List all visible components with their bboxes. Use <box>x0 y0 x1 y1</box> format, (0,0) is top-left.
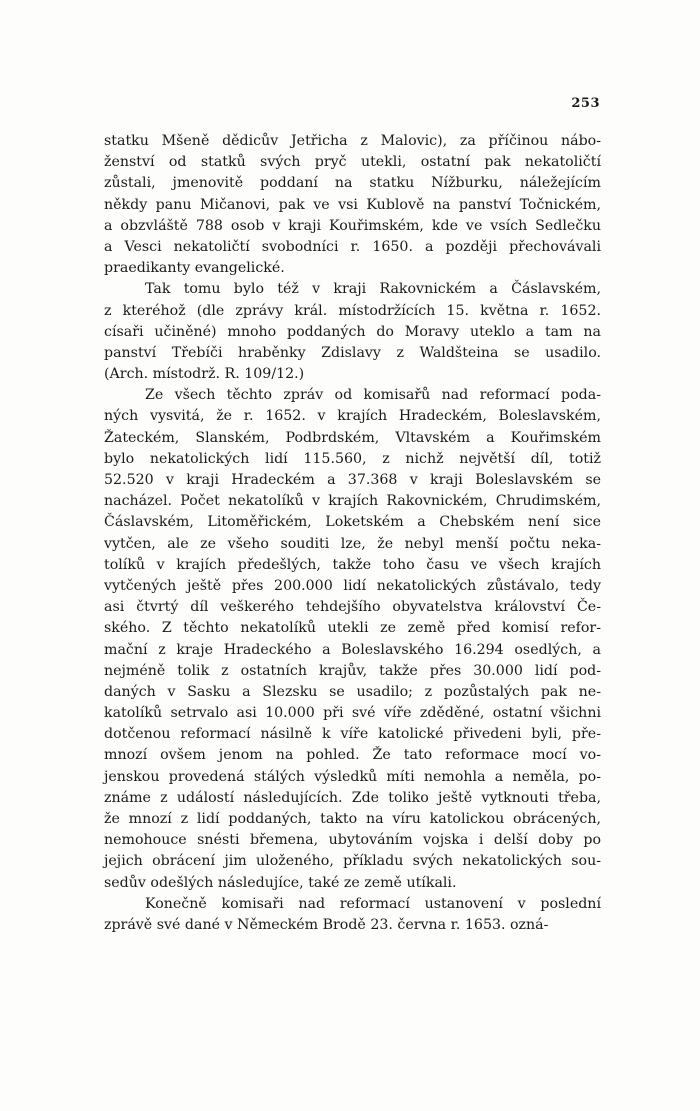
text-line: zprávě své dané v Německém Brodě 23. června r. 1653. ozná- <box>104 916 549 933</box>
text-line: mnozí ovšem jenom na pohled. Že tato reformace mocí vo- <box>104 747 601 764</box>
text-line: asi čtvrtý díl veškerého tehdejšího obyvatelstva království Če- <box>104 599 601 616</box>
text-line: císaři učiněné) mnoho poddaných do Moravy uteklo a tam na <box>104 323 601 340</box>
text-line: katolíků setrvalo asi 10.000 při své víře zděděné, ostatní všichni <box>104 705 601 722</box>
text-line: Ze všech těchto zpráv od komisařů nad reformací poda- <box>145 387 601 404</box>
text-line: ženství od statků svých pryč utekli, ostatní pak nekatoličtí <box>104 154 601 171</box>
text-line: jenskou provedená stálých výsledků míti nemohla a neměla, po- <box>104 768 601 785</box>
text-line: nacházel. Počet nekatolíků v krajích Rakovnickém, Chrudimském, <box>104 493 601 510</box>
text-line: dotčenou reformací násilně k víře katolické přivedeni byli, pře- <box>104 726 601 743</box>
paragraph <box>104 385 601 894</box>
text-line: jejich obrácení jim uloženého, příkladu svých nekatolických sou- <box>104 853 601 870</box>
text-line: z kteréhož (dle zprávy král. místodržících 15. května r. 1652. <box>104 302 601 319</box>
paragraph <box>104 131 601 279</box>
text-line: a obzvláště 788 osob v kraji Kouřimském, kde ve vsích Sedlečku <box>104 217 601 234</box>
text-line: Žateckém, Slanském, Podbrdském, Vltavském a Kouřimském <box>104 429 601 446</box>
text-line: nemohouce snésti břemena, ubytováním vojska i delší doby po <box>104 832 601 849</box>
text-line: zůstali, jmenovitě poddaní na statku Nížburku, náležejícím <box>104 175 601 192</box>
text-line: mační z kraje Hradeckého a Boleslavského 16.294 osedlých, a <box>104 641 601 658</box>
text-line: daných v Sasku a Slezsku se usadilo; z pozůstalých pak ne- <box>104 683 601 700</box>
text-line: nejméně tolik z ostatních krajův, takže přes 30.000 lidí pod- <box>104 662 601 679</box>
text-line: ných vysvitá, že r. 1652. v krajích Hradeckém, Boleslavském, <box>104 408 601 425</box>
text-line: Tak tomu bylo též v kraji Rakovnickém a Čáslavském, <box>145 281 601 298</box>
text-line: ského. Z těchto nekatolíků utekli ze země před komisí refor- <box>104 620 601 637</box>
text-line: a Vesci nekatoličtí svobodníci r. 1650. a později přechovávali <box>104 238 601 255</box>
text-line: vytčen, ale ze všeho souditi lze, že nebyl menší počtu neka- <box>104 535 601 552</box>
text-line: sedův odešlých následujíce, také ze země utíkali. <box>104 874 457 891</box>
page-number: 253 <box>571 96 600 111</box>
text-line: (Arch. místodrž. R. 109/12.) <box>104 366 305 383</box>
text-line: panství Třebíči hraběnky Zdislavy z Waldšteina se usadilo. <box>104 344 601 361</box>
paragraph <box>104 894 601 936</box>
paragraph <box>104 279 601 385</box>
text-line: praedikanty evangelické. <box>104 260 285 277</box>
text-line: známe z událostí následujících. Zde toliko ještě vytknouti třeba, <box>104 789 601 806</box>
text-line: Konečně komisaři nad reformací ustanovení v poslední <box>145 895 601 912</box>
body-text <box>104 131 601 936</box>
text-line: statku Mšeně dědicův Jetřicha z Malovic), za příčinou nábo- <box>104 133 601 149</box>
text-line: Čáslavském, Litoměřickém, Loketském a Chebském není sice <box>104 514 601 531</box>
text-line: tolíků v krajích předešlých, takže toho času ve všech krajích <box>104 556 601 573</box>
text-line: bylo nekatolických lidí 115.560, z nichž největší díl, totiž <box>104 450 601 467</box>
text-line: 52.520 v kraji Hradeckém a 37.368 v kraji Boleslavském se <box>104 472 601 488</box>
text-line: vytčených ještě přes 200.000 lidí nekatolických zůstávalo, tedy <box>104 577 601 594</box>
text-line: někdy panu Mičanovi, pak ve vsi Kublově na panství Točnickém, <box>104 196 601 213</box>
text-line: že mnozí z lidí poddaných, takto na víru katolickou obrácených, <box>104 811 601 827</box>
